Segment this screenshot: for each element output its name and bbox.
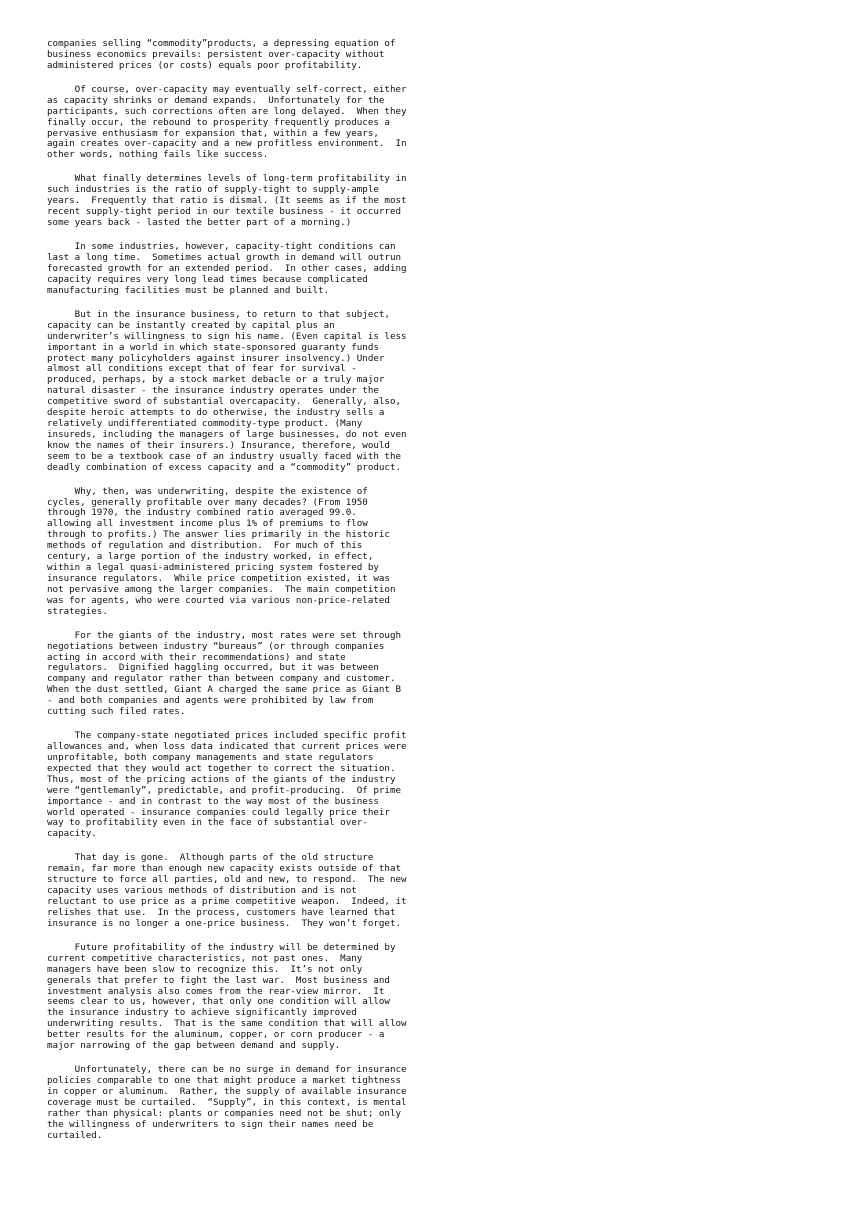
paragraph-10: Future profitability of the industry will be determined by current competitive characteristics, not past ones. Many managers have been slow to recognize this. It’s not only generals that prefer to fight the last war. Most business and investment analysis also comes from the rear-view mirror. It seems clear to us, however, that only one condition will allow the insurance industry to achieve significantly improved underwriting results. That is the same condition that will allow better results for the aluminum, copper, or corn producer - a major narrowing of the gap between demand and supply. [47,941,407,1052]
paragraph-7: For the giants of the industry, most rates were set through negotiations between industry “bureaus” (or through companies acting in accord with their recommendations) and state regulators. Dignified haggling occurred, but it was between company and regulator rather than between company and customer. When the dust settled, Giant A charged the same price as Giant B - and both companies and agents were prohibited by law from cutting such filed rates. [47,629,402,718]
paragraph-11: Unfortunately, there can be no surge in demand for insurance policies comparable to one that might produce a market tightness in copper or aluminum. Rather, the supply of available insurance coverage must be curtailed. “Supply”, in this context, is mental rather than physical: plants or companies need not be shut; only the willingness of underwriters to sign their names need be curtailed. [47,1064,407,1141]
paragraph-5: But in the insurance business, to return to that subject, capacity can be instantly created by capital plus an underwriter’s willingness to sign his name. (Even capital is less important in a world in which state-sponsored guaranty funds protect many policyholders against insurer insolvency.) Under almost all conditions except that of fear for survival - produced, perhaps, by a stock market debacle or a truly major natural disaster - the insurance industry operates under the competitive sword of substantial overcapacity. Generally, also, despite heroic attempts to do otherwise, the industry sells a relatively undifferentiated commodity-type product. (Many insureds, including the managers of large businesses, do not even know the names of their insurers.) Insurance, therefore, would seem to be a textbook case of an industry usually faced with the deadly combination of excess capacity and a “commodity” product. [47,308,407,473]
paragraph-2: Of course, over-capacity may eventually self-correct, either as capacity shrinks or demand expands. Unfortunately for the participants, such corrections often are long delayed. When they finally occur, the rebound to prosperity frequently produces a pervasive enthusiasm for expansion that, within a few years, again creates over-capacity and a new profitless environment. In other words, nothing fails like success. [47,83,407,161]
paragraph-6: Why, then, was underwriting, despite the existence of cycles, generally profitable over many decades? (From 1950 through 1970, the industry combined ratio averaged 99.0. allowing all investment income plus 1% of premiums to flow through to profits.) The answer lies primarily in the historic methods of regulation and distribution. For much of this century, a large portion of the industry worked, in effect, within a legal quasi-administered pricing system fostered by insurance regulators. While price competition existed, it was not pervasive among the larger companies. The main competition was for agents, who were courted via various non-price-related strategies. [47,485,396,617]
paragraph-3: What finally determines levels of long-term profitability in such industries is the ratio of supply-tight to supply-ample years. Frequently that ratio is dismal. (It seems as if the most recent supply-tight period in our textile business - it occurred some years back - lasted the better part of a morning.) [47,173,407,229]
paragraph-8: The company-state negotiated prices included specific profit allowances and, when loss data indicated that current prices were unprofitable, both company managements and state regulators expected that they would act together to correct the situation. Thus, most of the pricing actions of the giants of the industry were “gentlemanly”, predictable, and profit-producing. Of prime importance - and in contrast to the way most of the business world operated - insurance companies could legally price their way to profitability even in the face of substantial over- capacity. [47,730,407,840]
paragraph-1: companies selling “commodity”products, a depressing equation of business economics prevails: persistent over-capacity without administered prices (or costs) equals poor profitability. [47,38,396,71]
paragraph-4: In some industries, however, capacity-tight conditions can last a long time. Sometimes actual growth in demand will outrun forecasted growth for an extended period. In other cases, adding capacity requires very long lead times because complicated manufacturing facilities must be planned and built. [47,241,407,296]
document-page [47,39,447,1155]
paragraph-9: That day is gone. Although parts of the old structure remain, far more than enough new capacity exists outside of that structure to force all parties, old and new, to respond. The new capacity uses various methods of distribution and is not reluctant to use price as a prime competitive weapon. Indeed, it relishes that use. In the process, customers have learned that insurance is no longer a one-price business. They won’t forget. [47,852,407,929]
